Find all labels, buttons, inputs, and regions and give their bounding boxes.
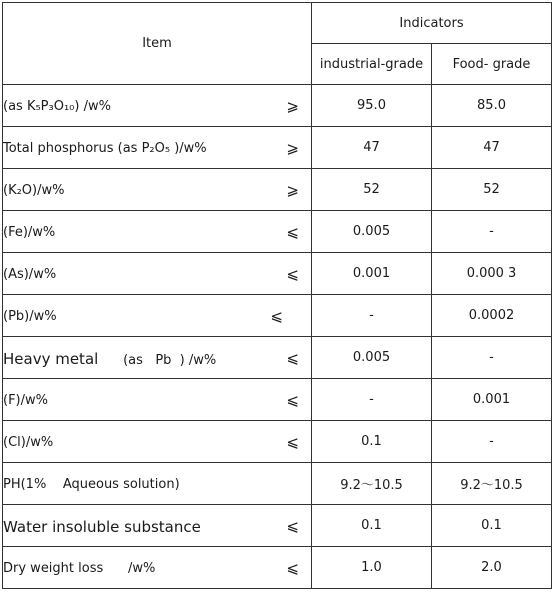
table-row bbox=[3, 169, 552, 211]
industrial-value: 52 bbox=[312, 169, 432, 211]
row-label: (Cl)/w% bbox=[3, 435, 54, 450]
food-grade-header: Food- grade bbox=[432, 44, 552, 85]
comparison-sign: ⩽ bbox=[286, 348, 299, 367]
food-value: 9.2～10.5 bbox=[432, 463, 552, 505]
row-label-cell bbox=[3, 211, 312, 253]
food-value: - bbox=[432, 421, 552, 463]
row-label-suffix: (as Pb ) /w% bbox=[98, 352, 217, 368]
row-label-cell bbox=[3, 379, 312, 421]
row-label-cell bbox=[3, 295, 312, 337]
row-label: (F)/w% bbox=[3, 393, 48, 408]
food-value: 0.001 bbox=[432, 379, 552, 421]
table-row bbox=[3, 253, 552, 295]
industrial-value: 0.001 bbox=[312, 253, 432, 295]
row-label: (as K₅P₃O₁₀) /w% bbox=[3, 99, 111, 114]
row-label-cell bbox=[3, 463, 312, 505]
row-label: Heavy metal bbox=[3, 349, 99, 368]
comparison-sign: ⩽ bbox=[286, 558, 299, 577]
table-row bbox=[3, 421, 552, 463]
food-value: 85.0 bbox=[432, 85, 552, 127]
industrial-value: 0.005 bbox=[312, 211, 432, 253]
industrial-grade-header: industrial-grade bbox=[312, 44, 432, 85]
comparison-sign: ⩽ bbox=[286, 222, 299, 241]
row-label: (As)/w% bbox=[3, 267, 57, 282]
industrial-value: 1.0 bbox=[312, 547, 432, 589]
table-row bbox=[3, 127, 552, 169]
table-row bbox=[3, 211, 552, 253]
table-row bbox=[3, 463, 552, 505]
food-value: 0.0002 bbox=[432, 295, 552, 337]
food-value: 0.1 bbox=[432, 505, 552, 547]
row-label-cell bbox=[3, 505, 312, 547]
food-value: 0.000 3 bbox=[432, 253, 552, 295]
industrial-value: 95.0 bbox=[312, 85, 432, 127]
food-value: - bbox=[432, 337, 552, 379]
row-label: Dry weight loss /w% bbox=[3, 561, 156, 576]
row-label: (K₂O)/w% bbox=[3, 183, 65, 198]
row-label-cell bbox=[3, 85, 312, 127]
comparison-sign: ⩽ bbox=[270, 306, 283, 325]
row-label-cell bbox=[3, 547, 312, 589]
table-row bbox=[3, 379, 552, 421]
item-header-label: Item bbox=[142, 36, 172, 51]
food-value: - bbox=[432, 211, 552, 253]
row-label: Water insoluble substance bbox=[3, 517, 201, 536]
industrial-value: 47 bbox=[312, 127, 432, 169]
row-label-cell bbox=[3, 169, 312, 211]
row-label-cell bbox=[3, 337, 312, 379]
industrial-value: 9.2～10.5 bbox=[312, 463, 432, 505]
industrial-value: 0.1 bbox=[312, 505, 432, 547]
industrial-value: - bbox=[312, 295, 432, 337]
specification-table bbox=[2, 2, 552, 589]
comparison-sign: ⩾ bbox=[286, 96, 299, 115]
table-row bbox=[3, 295, 552, 337]
industrial-value: - bbox=[312, 379, 432, 421]
row-label: Total phosphorus (as P₂O₅ )/w% bbox=[3, 141, 207, 156]
comparison-sign: ⩾ bbox=[286, 138, 299, 157]
table-row bbox=[3, 547, 552, 589]
row-label: (Pb)/w% bbox=[3, 309, 57, 324]
comparison-sign: ⩾ bbox=[286, 180, 299, 199]
comparison-sign: ⩽ bbox=[286, 390, 299, 409]
indicators-header: Indicators bbox=[312, 3, 552, 44]
row-label: PH(1% Aqueous solution) bbox=[3, 477, 180, 492]
comparison-sign: ⩽ bbox=[286, 264, 299, 283]
table-row bbox=[3, 505, 552, 547]
row-label: (Fe)/w% bbox=[3, 225, 56, 240]
row-label-cell bbox=[3, 253, 312, 295]
industrial-value: 0.1 bbox=[312, 421, 432, 463]
industrial-value: 0.005 bbox=[312, 337, 432, 379]
comparison-sign: ⩽ bbox=[286, 516, 299, 535]
comparison-sign: ⩽ bbox=[286, 432, 299, 451]
row-label-cell bbox=[3, 421, 312, 463]
row-label-cell bbox=[3, 127, 312, 169]
food-value: 52 bbox=[432, 169, 552, 211]
item-header bbox=[3, 3, 312, 85]
table-row bbox=[3, 337, 552, 379]
table-row bbox=[3, 85, 552, 127]
food-value: 47 bbox=[432, 127, 552, 169]
food-value: 2.0 bbox=[432, 547, 552, 589]
